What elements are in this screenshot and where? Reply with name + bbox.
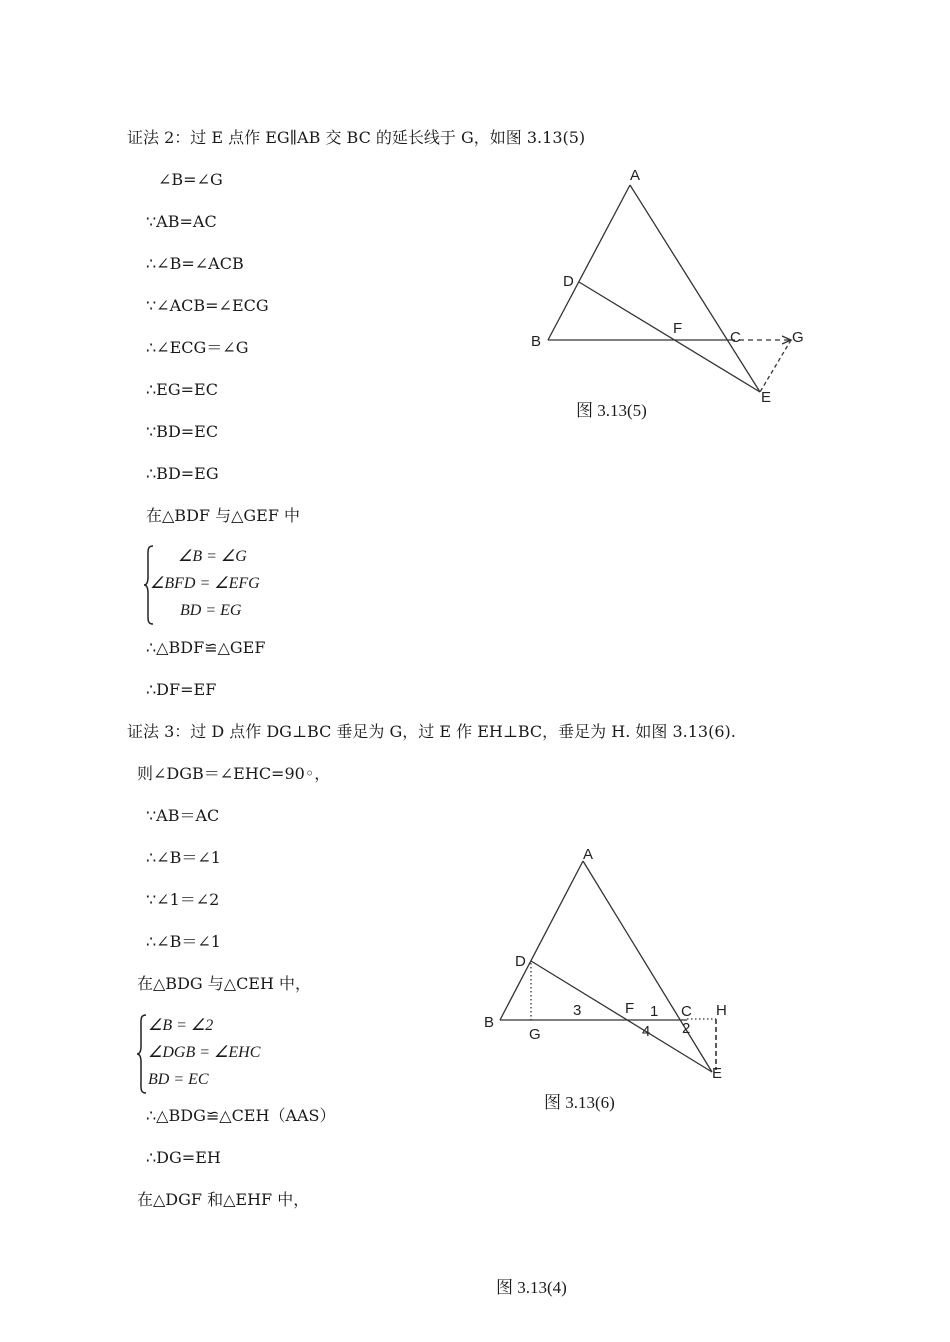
label-B: B [531, 333, 542, 350]
label-E: E [712, 1065, 723, 1082]
label-C: C [681, 1003, 692, 1020]
system-row: ∠BFD = ∠EFG [150, 575, 260, 592]
proof3-then: 则∠DGB＝∠EHC=90◦， [137, 764, 331, 783]
label-2: 2 [682, 1020, 691, 1037]
label-H: H [716, 1002, 727, 1019]
label-G: G [529, 1026, 541, 1043]
proof2-conclusion: ∴△BDF≌△GEF [146, 638, 266, 657]
label-F: F [673, 320, 683, 337]
proof3-in-triangles2: 在△DGF 和△EHF 中， [137, 1190, 310, 1209]
label-1: 1 [650, 1003, 659, 1020]
proof2-step: ∴EG=EC [146, 380, 218, 399]
proof2-in-triangles: 在△BDF 与△GEF 中 [146, 506, 301, 525]
system-row: ∠B = ∠G [178, 548, 247, 565]
proof2-step: ∴∠B=∠ACB [146, 254, 244, 273]
system-row: ∠B = ∠2 [148, 1017, 214, 1034]
proof2-conclusion: ∴DF=EF [146, 680, 217, 699]
label-C: C [730, 329, 741, 346]
proof3-step: ∴∠B＝∠1 [146, 848, 221, 867]
system-row: ∠DGB = ∠EHC [148, 1044, 261, 1061]
figure6-caption: 图 3.13(6) [544, 1093, 615, 1112]
proof2-step: ∠B=∠G [158, 170, 223, 189]
system-row: BD = EC [148, 1071, 209, 1088]
label-F: F [625, 1000, 635, 1017]
proof3-conclusion: ∴△BDG≌△CEH（AAS） [146, 1106, 336, 1125]
proof3-step: ∵AB＝AC [146, 806, 220, 825]
proof2-step: ∵∠ACB=∠ECG [146, 296, 269, 315]
system-row: BD = EG [180, 602, 242, 619]
footer-caption: 图 3.13(4) [496, 1278, 567, 1297]
label-G: G [792, 329, 804, 346]
proof2-step: ∴BD=EG [146, 464, 219, 483]
proof2-heading: 证法 2：过 E 点作 EG∥AB 交 BC 的延长线于 G，如图 3.13(5) [127, 128, 586, 147]
label-A: A [630, 167, 641, 184]
label-D: D [563, 273, 574, 290]
proof3-heading: 证法 3：过 D 点作 DG⊥BC 垂足为 G，过 E 作 EH⊥BC，垂足为 H. 如图 3.13(6). [127, 722, 736, 741]
proof3-conclusion: ∴DG=EH [146, 1148, 221, 1167]
label-B: B [484, 1014, 495, 1031]
proof3-step: ∵∠1＝∠2 [146, 890, 220, 909]
label-3: 3 [573, 1002, 582, 1019]
proof2-step: ∴∠ECG＝∠G [146, 338, 249, 357]
label-A: A [583, 846, 594, 863]
proof3-in-triangles: 在△BDG 与△CEH 中， [137, 974, 312, 993]
label-D: D [515, 953, 526, 970]
proof3-step: ∴∠B＝∠1 [146, 932, 221, 951]
figure5-caption: 图 3.13(5) [576, 401, 647, 420]
proof2-step: ∵AB=AC [146, 212, 217, 231]
label-4: 4 [642, 1023, 651, 1040]
label-E: E [761, 389, 772, 406]
proof2-step: ∵BD=EC [146, 422, 219, 441]
